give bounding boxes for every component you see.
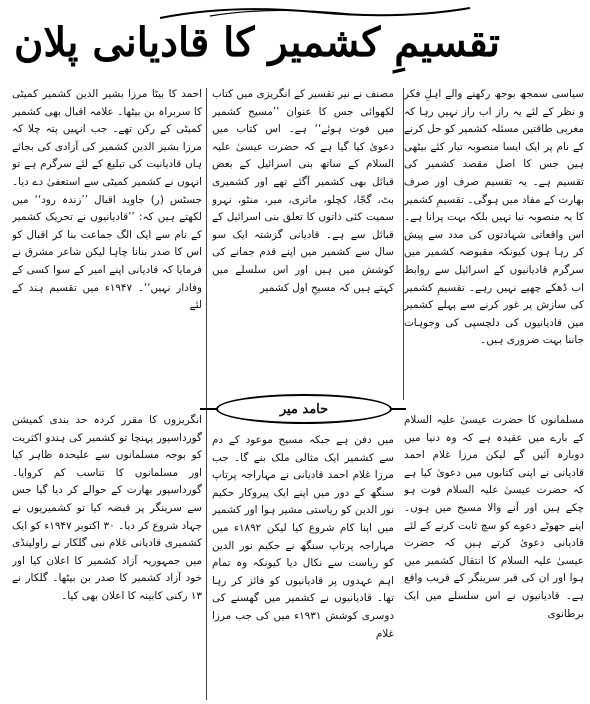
paragraph: انگریزوں کا مقرر کردہ حد بندی کمیشن گورداسپور پہنچا تو کشمیر کی ہندو اکثریت کو بوجہ مسلمانوں سے علیحدہ ظاہر کیا اور مسلمانوں کا تناسب کم کروایا۔ گورداسپور بھارت کے حوالے کر دیا گیا جس سے سرینگر پر قبضہ کیا تو کشمیریوں نے جہاد شروع کر دیا۔ ۳۰ اکتوبر ۱۹۴۷ء کو ایک کشمیری قادیانی غلام نبی گلکار نے راولپنڈی میں جمہوریہ آزاد کشمیر کا اعلان کیا اور خود آزاد کشمیر کا صدر بن بیٹھا۔ گلکار نے ۱۳ رکنی کابینہ کا اعلان بھی کیا۔ bbox=[12, 414, 202, 602]
column-divider bbox=[206, 88, 207, 700]
paragraph: میں دفن ہے جبکہ مسیح موعود کے دم سے کشمیر ایک مثالی ملک بنے گا۔ جب مرزا غلام احمد قادیانی نے مہاراجہ پرتاپ سنگھ کے دور میں اپنے ایک پیروکار حکیم نور الدین کو ریاستی مشیر ہوا اور کشمیر میں اپنا کام شروع کیا لیکن ۱۸۹۲ء میں مہاراجہ پرتاپ سنگھ نے حکیم نور الدین کو ریاست سے نکال دیا کیونکہ وہ تمام اہم عہدوں پر قادیانیوں کو فائز کر رہا تھا۔ قادیانیوں نے کشمیر میں گھسنے کی دوسری کوشش ۱۹۳۱ء میں کی جب مرزا غلام bbox=[212, 434, 394, 640]
headline: تقسیمِ کشمیر کا قادیانی پلان bbox=[14, 19, 500, 66]
author-byline: حامد میر bbox=[216, 394, 392, 424]
paragraph: احمد کا بیٹا مرزا بشیر الدین کشمیر کمیٹی کا سربراہ بن بیٹھا۔ علامہ اقبال بھی کشمیر کمیٹی کے رکن تھے۔ جب انہیں پتہ چلا کہ مرزا بشیر الدین کشمیر کی آزادی کی بجائے ہاں قادیانیت کی تبلیغ کے لئے سرگرم ہے تو انہوں نے کشمیر کمیٹی سے استعفیٰ دے دیا۔ جسٹس (ر) جاوید اقبال ’’زندہ رود‘‘ میں لکھتے ہیں کہ: ’’قادیانیوں نے تحریک کشمیر کے نام سے ایک الگ جماعت بنا کر اقبال کو اس کا صدر بنانا چاہا لیکن شاعر مشرق نے فرمایا کہ قادیانی اپنے امیر کے سوا کسی کے وفادار نہیں‘‘۔ ۱۹۴۷ء میں تقسیم ہند کے لئے bbox=[12, 88, 202, 312]
article-column-right bbox=[404, 86, 584, 402]
article-column-left bbox=[12, 86, 202, 402]
article-column-middle bbox=[212, 86, 394, 378]
paragraph: مصنف نے نیر تقسیر کے انگریزی میں کتاب لکھوائی جس کا عنوان ’’مسیح کشمیر میں فوت ہوئے‘‘ ہے۔ اس کتاب میں دعویٰ کیا گیا ہے کہ حضرت عیسیٰ علیہ السلام کے ساتھ بنی اسرائیل کے بعض قبائل بھی کشمیر آگئے تھے اور کشمیری بٹ، گجّا، کچلو، ماتری، میر، منٹو، نہرو سمیت کئی ذاتوں کا تعلق بنی اسرائیل کے قبائل سے ہے۔ قادیانی گزشتہ ایک سو سال سے کشمیر میں اپنے قدم جمانے کی کوشش میں ہیں اور اس سلسلے میں کہتے ہیں کہ مسیحِ اول کشمیر bbox=[212, 88, 394, 294]
article-column-right-lower bbox=[404, 412, 584, 702]
article-column-middle-lower bbox=[212, 432, 394, 702]
article-column-left-lower bbox=[12, 412, 202, 702]
paragraph: سیاسی سمجھ بوجھ رکھنے والے اہلِ فکر و نظر کے لئے یہ راز اب راز نہیں رہا کہ مغربی طاقتیں مسئلہ کشمیر کو حل کرنے کے نام پر ایک ایسا منصوبہ تیار کئے بیٹھی ہیں جس کا اصل مقصد کشمیر کی تقسیم ہے۔ یہ تقسیم صرف اور صرف بھارت کے مفاد میں ہوگی۔ تقسیمِ کشمیر کا یہ منصوبہ نیا نہیں بلکہ بہت پرانا ہے۔ اس واقعاتی شہادتوں کی مدد سے پیش کر رہا ہوں کیونکہ مقبوضہ کشمیر میں سرگرم قادیانیوں کے اسرائیل سے روابط اب ڈھکے چھپے نہیں رہے۔ تقسیمِ کشمیر کی سازش پر غور کرنے سے پہلے کشمیر میں قادیانیوں کی دلچسپی کی وجوہات جاننا بہت ضروری ہیں۔ bbox=[404, 88, 584, 347]
paragraph: مسلمانوں کا حضرت عیسیٰ علیہ السلام کے بارے میں عقیدہ ہے کہ وہ دنیا میں دوبارہ آئیں گے لیکن مرزا غلام احمد قادیانی نے اپنی کتابوں میں دعویٰ کیا ہے کہ حضرت عیسیٰ علیہ السلام فوت ہو چکے ہیں اور آنے والا مسیح میں ہوں۔ اپنے جھوٹے دعوے کو سچ ثابت کرنے کے لئے قادیانی دعویٰ کرتے ہیں کہ حضرت عیسیٰ علیہ السلام کا انتقال کشمیر میں ہوا اور ان کی قبر سرینگر کے قریب واقع ہے۔ قادیانیوں نے اس سلسلے میں ایک برطانوی bbox=[404, 414, 584, 620]
